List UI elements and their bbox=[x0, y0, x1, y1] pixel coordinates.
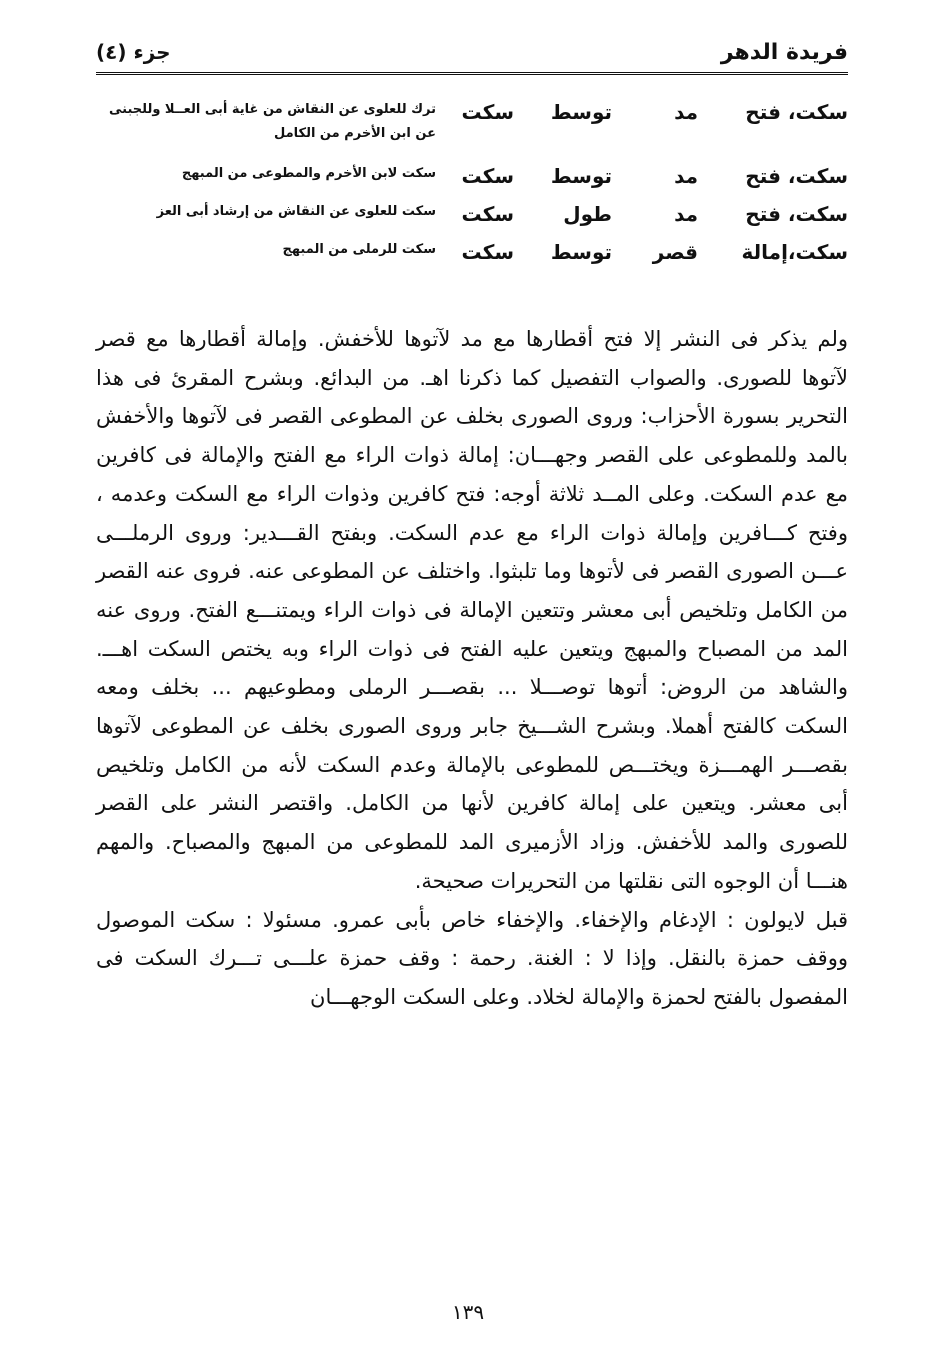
reading-cell: توسط bbox=[550, 100, 612, 124]
reading-cell: سكت،إمالة bbox=[741, 240, 848, 264]
book-title: فريدة الدهر bbox=[720, 40, 848, 65]
reading-cell: مد bbox=[674, 202, 698, 226]
reading-note: سكت للرملى من المبهج bbox=[282, 242, 436, 257]
reading-cell: سكت bbox=[461, 100, 514, 124]
readings-row bbox=[96, 198, 848, 236]
paragraph: ولم يذكر فى النشر إلا فتح أقطارها مع مد لآتوها للأخفش. وإمالة أقطارها مع قصر لآتوها للصورى. والصواب التفصيل كما ذكرنا اهـ. من البدائع. وبشرح المقرئ فى هذا التحرير بسورة الأحزاب: وروى الصورى بخلف عن المطوعى القصر فى لآتوها والأخفش بالمد وللمطوعى على القصر وجهـــان: إمالة ذوات الراء مع الفتح والإمالة فى كافرين مع عدم السكت. وعلى المــد ثلاثة أوجه: فتح كافرين وذوات الراء مع السكت وعدمه ، وفتح كـــافرين وإمالة ذوات الراء مع عدم السكت. وبفتح القـــدير: وروى الرملـــى عـــن الصورى القصر فى لأتوها وما تلبثوا. واختلف عن المطوعى عنه. فروى عنه القصر من الكامل وتلخيص أبى معشر وتتعين الإمالة فى ذوات الراء ويمتنـــع الفتح. وروى عنه المد من المصباح والمبهج ويتعين عليه الفتح فى ذوات الراء وبه يختص السكت اهـــ. والشاهد من الروض: أتوها توصـــلا ... بقصـــر الرملى ومطوعيهم ... بخلف ومعه السكت كالفتح أهملا. وبشرح الشـــيخ جابر وروى الصورى بخلف عن المطوعى لآتوها بقصـــر الهمـــزة ويختـــص للمطوعى بالإمالة وعدم السكت لأنه من الكامل وتلخيص أبى معشر. ويتعين على إمالة كافرين لأنها من الكامل. واقتصر النشر على القصر للصورى والمد للأخفش. وزاد الأزميرى المد للمطوعى من المبهج والمصباح. والمهم هنـــا أن الوجوه التى نقلتها من التحريرات صحيحة. bbox=[96, 327, 848, 893]
page-number: ١٣٩ bbox=[451, 1300, 485, 1324]
readings-row bbox=[96, 160, 848, 198]
header-divider bbox=[96, 72, 848, 75]
reading-cell: توسط bbox=[550, 164, 612, 188]
reading-cell: طول bbox=[563, 202, 612, 226]
reading-cell: قصر bbox=[652, 240, 698, 264]
part-label: جزء (٤) bbox=[96, 40, 171, 64]
reading-note: ترك للعلوى عن النقاش من غاية أبى العــلا وللجبنى عن ابن الأخرم من الكامل bbox=[109, 102, 436, 141]
paragraph: قبل لايولون : الإدغام والإخفاء. والإخفاء خاص بأبى عمرو. مسئولا : سكت الموصول ووقف حمزة بالنقل. وإذا لا : الغنة. رحمة : وقف حمزة علـــى تـــرك السكت فى المفصول بالفتح لحمزة والإمالة لخلاد. وعلى السكت الوجهـــان bbox=[96, 907, 848, 1009]
reading-note: سكت لابن الأخرم والمطوعى من المبهج bbox=[181, 166, 436, 181]
reading-cell: سكت bbox=[461, 240, 514, 264]
reading-cell: سكت، فتح bbox=[745, 202, 848, 226]
reading-cell: سكت، فتح bbox=[745, 100, 848, 124]
reading-cell: مد bbox=[674, 164, 698, 188]
reading-cell: سكت bbox=[461, 202, 514, 226]
reading-cell: سكت bbox=[461, 164, 514, 188]
readings-table bbox=[96, 96, 848, 274]
reading-cell: توسط bbox=[550, 240, 612, 264]
reading-note: سكت للعلوى عن النقاش من إرشاد أبى العز bbox=[156, 204, 436, 219]
body-text bbox=[96, 320, 848, 1017]
page-header bbox=[96, 36, 848, 76]
reading-cell: سكت، فتح bbox=[745, 164, 848, 188]
reading-cell: مد bbox=[674, 100, 698, 124]
readings-row bbox=[96, 96, 848, 160]
readings-row bbox=[96, 236, 848, 274]
